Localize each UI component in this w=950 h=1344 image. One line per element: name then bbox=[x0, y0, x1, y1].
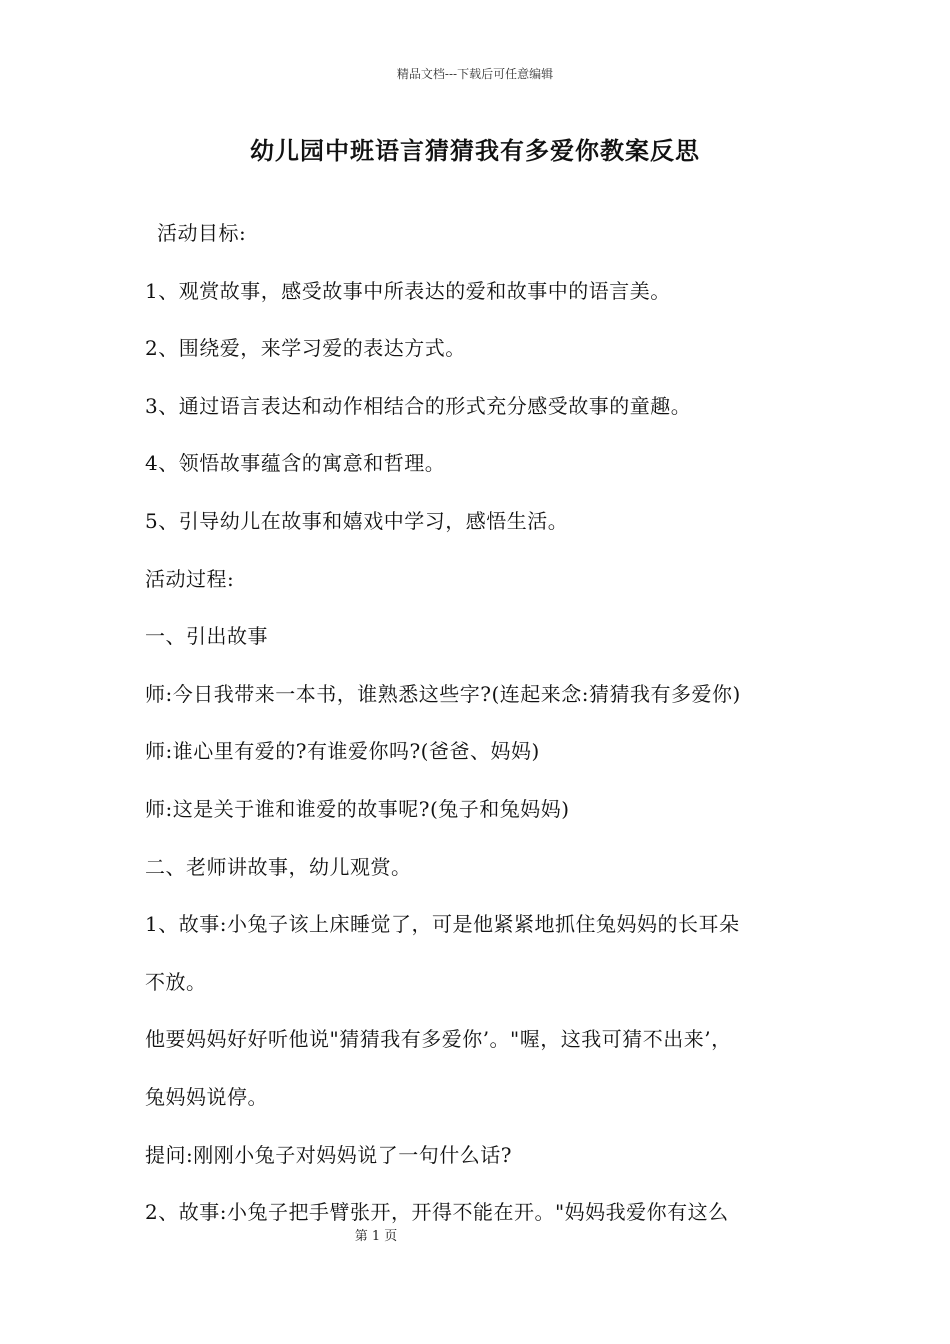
paragraph-line: 二、老师讲故事，幼儿观赏。 bbox=[145, 854, 412, 879]
paragraph-line: 1、观赏故事，感受故事中所表达的爱和故事中的语言美。 bbox=[145, 278, 671, 303]
paragraph-line: 2、围绕爱，来学习爱的表达方式。 bbox=[145, 336, 466, 361]
paragraph-line: 1、故事:小兔子该上床睡觉了，可是他紧紧地抓住兔妈妈的长耳朵 bbox=[145, 912, 740, 937]
page-header: 精品文档---下载后可任意编辑 bbox=[396, 67, 554, 81]
paragraph-line: 师:谁心里有爱的?有谁爱你吗?(爸爸、妈妈) bbox=[145, 739, 540, 764]
paragraph-line: 他要妈妈好好听他说"猜猜我有多爱你’。"喔，这我可猜不出来’， bbox=[145, 1027, 732, 1052]
paragraph-line: 师:这是关于谁和谁爱的故事呢?(兔子和兔妈妈) bbox=[145, 796, 570, 821]
paragraph-line: 4、领悟故事蕴含的寓意和哲理。 bbox=[145, 451, 446, 476]
document-body bbox=[145, 205, 815, 1242]
document-title: 幼儿园中班语言猜猜我有多爱你教案反思 bbox=[250, 136, 700, 165]
section-heading-process: 活动过程: bbox=[145, 566, 235, 591]
paragraph-line: 师:今日我带来一本书，谁熟悉这些字?(连起来念:猜猜我有多爱你) bbox=[145, 681, 741, 706]
paragraph-line: 兔妈妈说停。 bbox=[145, 1084, 268, 1109]
paragraph-line: 3、通过语言表达和动作相结合的形式充分感受故事的童趣。 bbox=[145, 393, 692, 418]
section-heading-goals: 活动目标: bbox=[157, 221, 247, 245]
paragraph-line: 一、引出故事 bbox=[145, 624, 268, 649]
page-number: 第 1 页 bbox=[354, 1229, 398, 1244]
paragraph-line: 不放。 bbox=[145, 969, 207, 994]
paragraph-line: 5、引导幼儿在故事和嬉戏中学习，感悟生活。 bbox=[145, 508, 569, 533]
paragraph-line: 提问:刚刚小兔子对妈妈说了一句什么话? bbox=[145, 1142, 512, 1167]
paragraph-line: 2、故事:小兔子把手臂张开，开得不能在开。"妈妈我爱你有这么 bbox=[145, 1200, 729, 1225]
